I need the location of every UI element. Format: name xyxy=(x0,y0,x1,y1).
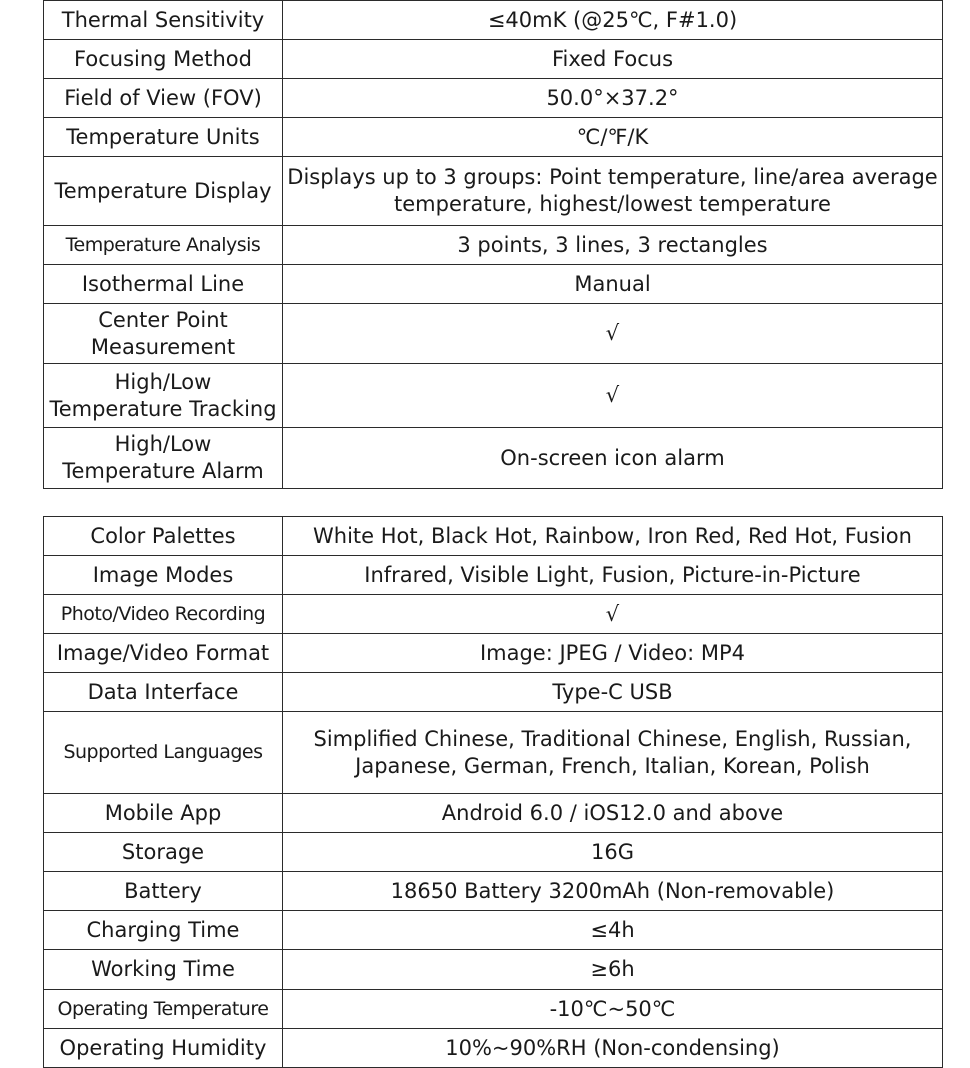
table-row xyxy=(44,911,943,950)
table-row xyxy=(44,40,943,79)
spec-value: 18650 Battery 3200mAh (Non-removable) xyxy=(283,872,943,911)
spec-value: √ xyxy=(283,304,943,364)
spec-label: Operating Temperature xyxy=(44,990,283,1029)
spec-value: White Hot, Black Hot, Rainbow, Iron Red, Red Hot, Fusion xyxy=(283,517,943,556)
table-row xyxy=(44,556,943,595)
spec-value: ≤40mK (@25℃, F#1.0) xyxy=(283,1,943,40)
spec-label: High/Low Temperature Alarm xyxy=(44,428,283,489)
spec-label: Image/Video Format xyxy=(44,634,283,673)
spec-value: 50.0°×37.2° xyxy=(283,79,943,118)
spec-value: √ xyxy=(283,595,943,634)
spec-value: Displays up to 3 groups: Point temperature, line/area average temperature, highest/lowest temperature xyxy=(283,157,943,226)
spec-label: Operating Humidity xyxy=(44,1029,283,1068)
spec-value: Simplified Chinese, Traditional Chinese, English, Russian, Japanese, German, French, Italian, Korean, Polish xyxy=(283,712,943,794)
spec-table-thermal xyxy=(43,0,943,489)
spec-value: Image: JPEG / Video: MP4 xyxy=(283,634,943,673)
spec-label: Temperature Analysis xyxy=(44,226,283,265)
table-row xyxy=(44,428,943,489)
spec-label: Supported Languages xyxy=(44,712,283,794)
spec-label: Center Point Measurement xyxy=(44,304,283,364)
spec-label: Thermal Sensitivity xyxy=(44,1,283,40)
spec-label: Battery xyxy=(44,872,283,911)
table-row xyxy=(44,673,943,712)
spec-value: ≥6h xyxy=(283,950,943,990)
table-row xyxy=(44,950,943,990)
spec-value: Fixed Focus xyxy=(283,40,943,79)
table-row xyxy=(44,118,943,157)
spec-label: Data Interface xyxy=(44,673,283,712)
table-row xyxy=(44,226,943,265)
spec-value: 3 points, 3 lines, 3 rectangles xyxy=(283,226,943,265)
spec-label: Temperature Units xyxy=(44,118,283,157)
spec-label: Mobile App xyxy=(44,794,283,833)
spec-value: Manual xyxy=(283,265,943,304)
spec-value: Type-C USB xyxy=(283,673,943,712)
spec-label: Charging Time xyxy=(44,911,283,950)
spec-label: High/Low Temperature Tracking xyxy=(44,364,283,428)
table-row xyxy=(44,712,943,794)
table-row xyxy=(44,990,943,1029)
spec-label: Field of View (FOV) xyxy=(44,79,283,118)
table-row xyxy=(44,157,943,226)
table-row xyxy=(44,364,943,428)
table-row xyxy=(44,833,943,872)
spec-label: Focusing Method xyxy=(44,40,283,79)
spec-table-device xyxy=(43,516,943,1068)
spec-value: √ xyxy=(283,364,943,428)
table-row xyxy=(44,265,943,304)
spec-label: Photo/Video Recording xyxy=(44,595,283,634)
table-row xyxy=(44,1,943,40)
spec-label: Isothermal Line xyxy=(44,265,283,304)
table-row xyxy=(44,872,943,911)
spec-value: 10%~90%RH (Non-condensing) xyxy=(283,1029,943,1068)
spec-label: Image Modes xyxy=(44,556,283,595)
table-row xyxy=(44,304,943,364)
spec-label: Working Time xyxy=(44,950,283,990)
spec-label: Storage xyxy=(44,833,283,872)
table-row xyxy=(44,1029,943,1068)
table-row xyxy=(44,79,943,118)
table-row xyxy=(44,794,943,833)
spec-label: Temperature Display xyxy=(44,157,283,226)
table-row xyxy=(44,517,943,556)
spec-value: Infrared, Visible Light, Fusion, Picture-in-Picture xyxy=(283,556,943,595)
table-row xyxy=(44,634,943,673)
spec-value: Android 6.0 / iOS12.0 and above xyxy=(283,794,943,833)
spec-value: ℃/℉/K xyxy=(283,118,943,157)
spec-value: ≤4h xyxy=(283,911,943,950)
spec-value: 16G xyxy=(283,833,943,872)
spec-value: On-screen icon alarm xyxy=(283,428,943,489)
spec-value: -10℃~50℃ xyxy=(283,990,943,1029)
spec-label: Color Palettes xyxy=(44,517,283,556)
table-row xyxy=(44,595,943,634)
